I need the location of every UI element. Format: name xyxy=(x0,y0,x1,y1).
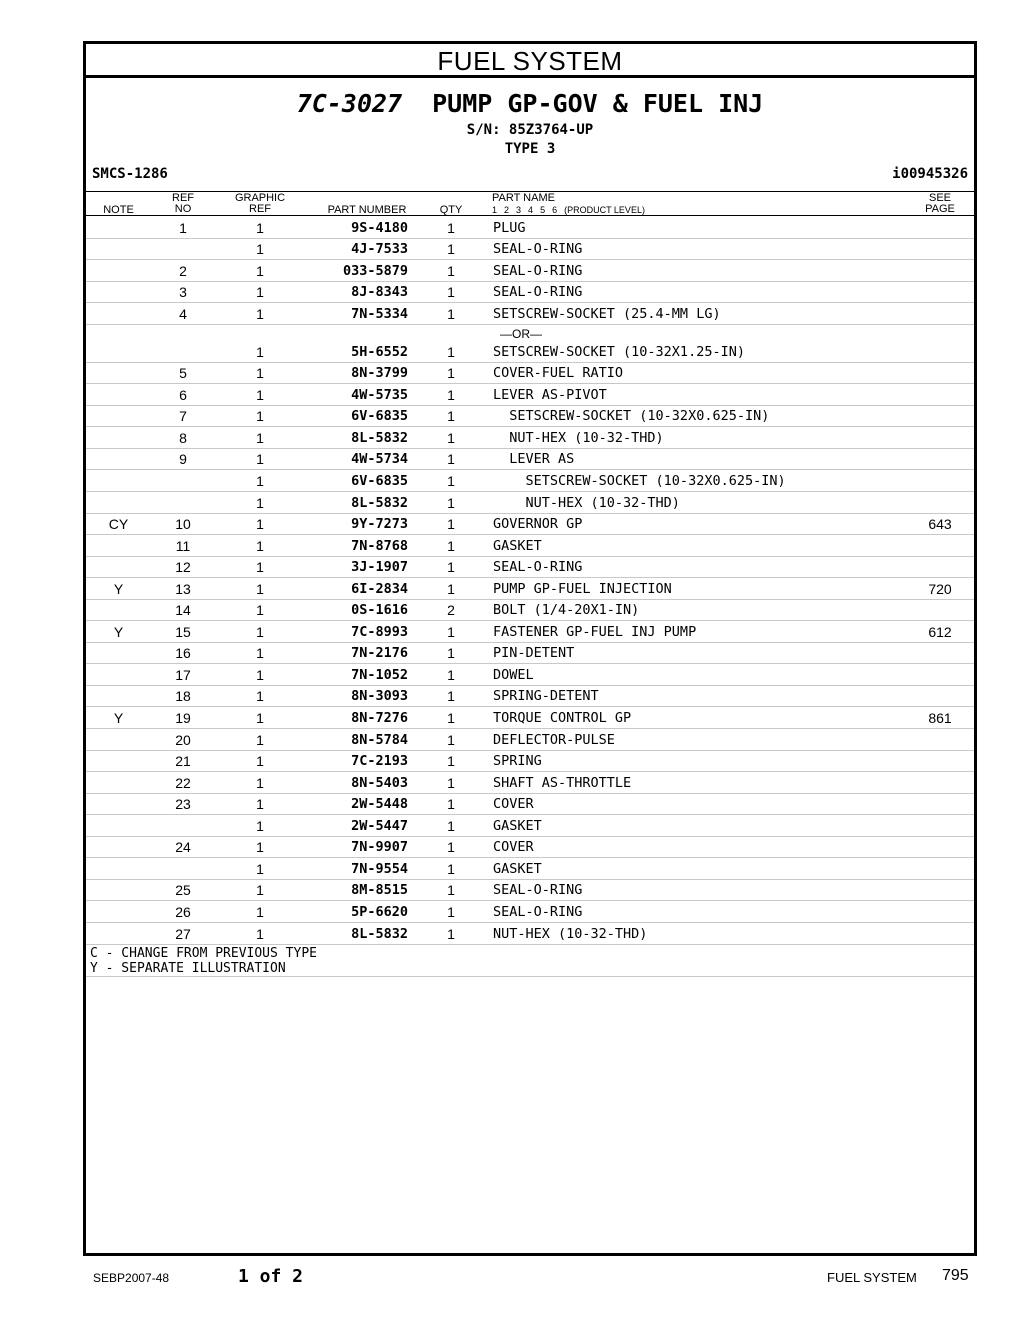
row-qty: 1 xyxy=(447,817,455,834)
footer-section: FUEL SYSTEM xyxy=(827,1270,917,1285)
row-note: Y xyxy=(113,710,124,727)
col-ref-bottom: NO xyxy=(174,203,192,215)
row-graphic-ref: 1 xyxy=(256,925,264,942)
row-qty: 1 xyxy=(447,537,455,554)
row-ref-no: 13 xyxy=(175,580,191,597)
row-qty: 1 xyxy=(447,473,455,490)
row-part-number: 8M-8515 xyxy=(351,882,408,899)
level-6: 6 xyxy=(552,205,558,215)
row-graphic-ref: 1 xyxy=(256,710,264,727)
row-graphic-ref: 1 xyxy=(256,451,264,468)
row-part-name: NUT-HEX (10-32-THD) xyxy=(493,429,664,446)
illustration-id: i00945326 xyxy=(892,166,968,182)
row-graphic-ref: 1 xyxy=(256,559,264,576)
table-row xyxy=(86,858,974,880)
note-separate: Y - SEPARATE ILLUSTRATION xyxy=(90,961,286,976)
col-qty: QTY xyxy=(439,204,463,216)
table-row xyxy=(86,384,974,406)
col-part-number: PART NUMBER xyxy=(327,204,407,216)
row-qty: 1 xyxy=(447,343,455,360)
row-part-name: COVER-FUEL RATIO xyxy=(493,365,624,382)
table-row xyxy=(86,901,974,923)
row-part-number: 8L-5832 xyxy=(351,429,408,446)
table-row xyxy=(86,923,974,945)
row-graphic-ref: 1 xyxy=(256,882,264,899)
table-row xyxy=(86,514,974,536)
table-row xyxy=(86,282,974,304)
row-graphic-ref: 1 xyxy=(256,473,264,490)
level-4: 4 xyxy=(528,205,534,215)
row-part-name: SPRING-DETENT xyxy=(493,688,599,705)
row-part-name: LEVER AS-PIVOT xyxy=(493,386,607,403)
group-part-name: PUMP GP-GOV & FUEL INJ xyxy=(432,89,764,118)
row-part-name: COVER xyxy=(493,796,534,813)
note-change: C - CHANGE FROM PREVIOUS TYPE xyxy=(90,946,317,961)
row-graphic-ref: 1 xyxy=(256,753,264,770)
row-part-number: 4J-7533 xyxy=(351,241,408,258)
row-part-number: 8N-5403 xyxy=(351,774,408,791)
row-part-number: 8L-5832 xyxy=(351,925,408,942)
row-ref-no: 16 xyxy=(175,645,191,662)
serial-number: S/N: 85Z3764-UP xyxy=(466,122,594,138)
row-part-number: 4W-5735 xyxy=(351,386,408,403)
row-qty: 1 xyxy=(447,284,455,301)
row-part-number: 7N-5334 xyxy=(351,305,408,322)
table-row xyxy=(86,643,974,665)
row-note: Y xyxy=(113,580,124,597)
group-header xyxy=(86,81,974,191)
page-frame xyxy=(83,41,977,1256)
parts-table xyxy=(86,217,974,945)
row-part-name: SPRING xyxy=(493,753,542,770)
table-row xyxy=(86,578,974,600)
row-part-name: BOLT (1/4-20X1-IN) xyxy=(493,602,640,619)
row-part-number: 0S-1616 xyxy=(351,602,408,619)
row-ref-no: 11 xyxy=(175,537,191,554)
row-part-number: 9S-4180 xyxy=(351,219,408,236)
row-graphic-ref: 1 xyxy=(256,580,264,597)
row-part-name: FASTENER GP-FUEL INJ PUMP xyxy=(493,623,697,640)
row-part-name: COVER xyxy=(493,839,534,856)
row-part-name: SETSCREW-SOCKET (10-32X1.25-IN) xyxy=(493,343,745,360)
product-levels xyxy=(492,205,652,216)
table-row xyxy=(86,217,974,239)
row-qty: 1 xyxy=(447,860,455,877)
row-part-number: 7C-8993 xyxy=(351,623,408,640)
row-ref-no: 15 xyxy=(175,623,191,640)
table-row xyxy=(86,449,974,471)
row-qty: 1 xyxy=(447,305,455,322)
level-5: 5 xyxy=(540,205,546,215)
row-see-page: 612 xyxy=(928,623,952,640)
row-part-name: PUMP GP-FUEL INJECTION xyxy=(493,580,672,597)
row-part-name: NUT-HEX (10-32-THD) xyxy=(493,925,648,942)
type-label: TYPE 3 xyxy=(504,141,556,157)
row-part-name: SEAL-O-RING xyxy=(493,241,583,258)
row-graphic-ref: 1 xyxy=(256,284,264,301)
row-part-number: 3J-1907 xyxy=(351,559,408,576)
row-ref-no: 14 xyxy=(175,602,191,619)
table-row xyxy=(86,621,974,643)
row-part-number: 6V-6835 xyxy=(351,408,408,425)
row-part-number: 7N-8768 xyxy=(351,537,408,554)
row-graphic-ref: 1 xyxy=(256,903,264,920)
col-see-page xyxy=(916,193,964,215)
row-part-name: SEAL-O-RING xyxy=(493,903,583,920)
row-graphic-ref: 1 xyxy=(256,386,264,403)
row-qty: 1 xyxy=(447,451,455,468)
row-part-name: SHAFT AS-THROTTLE xyxy=(493,774,632,791)
row-graphic-ref: 1 xyxy=(256,688,264,705)
table-row xyxy=(86,729,974,751)
row-ref-no: 21 xyxy=(175,753,191,770)
row-part-name: PIN-DETENT xyxy=(493,645,575,662)
row-ref-no: 9 xyxy=(179,451,187,468)
table-row xyxy=(86,239,974,261)
or-separator: —OR— xyxy=(500,326,542,341)
table-row xyxy=(86,492,974,514)
row-part-number: 7N-9907 xyxy=(351,839,408,856)
table-row xyxy=(86,707,974,729)
col-graphic-ref xyxy=(226,193,294,215)
row-graphic-ref: 1 xyxy=(256,839,264,856)
row-qty: 1 xyxy=(447,774,455,791)
row-part-number: 8N-7276 xyxy=(351,710,408,727)
row-see-page: 720 xyxy=(928,580,952,597)
row-graphic-ref: 1 xyxy=(256,623,264,640)
row-ref-no: 5 xyxy=(179,365,187,382)
table-row xyxy=(86,600,974,622)
row-part-number: 8N-5784 xyxy=(351,731,408,748)
row-qty: 1 xyxy=(447,710,455,727)
row-part-name: SEAL-O-RING xyxy=(493,559,583,576)
table-row xyxy=(86,557,974,579)
row-part-number: 8J-8343 xyxy=(351,284,408,301)
row-graphic-ref: 1 xyxy=(256,666,264,683)
row-part-name: PLUG xyxy=(493,219,526,236)
row-graphic-ref: 1 xyxy=(256,262,264,279)
row-part-name: SETSCREW-SOCKET (10-32X0.625-IN) xyxy=(493,408,770,425)
row-ref-no: 1 xyxy=(179,219,187,236)
row-ref-no: 8 xyxy=(179,429,187,446)
row-qty: 1 xyxy=(447,645,455,662)
footer-page-number: 795 xyxy=(942,1267,969,1284)
row-part-name: SEAL-O-RING xyxy=(493,284,583,301)
level-1: 1 xyxy=(492,205,498,215)
table-row xyxy=(86,325,974,363)
col-note: NOTE xyxy=(103,204,134,216)
row-ref-no: 3 xyxy=(179,284,187,301)
row-part-name: SEAL-O-RING xyxy=(493,882,583,899)
row-ref-no: 25 xyxy=(175,882,191,899)
row-part-number: 2W-5447 xyxy=(351,817,408,834)
row-qty: 1 xyxy=(447,623,455,640)
row-part-name: GOVERNOR GP xyxy=(493,516,583,533)
table-row xyxy=(86,363,974,385)
row-part-name: SEAL-O-RING xyxy=(493,262,583,279)
row-qty: 1 xyxy=(447,731,455,748)
row-part-number: 033-5879 xyxy=(342,262,408,279)
col-see-bottom: PAGE xyxy=(925,203,955,215)
row-ref-no: 18 xyxy=(175,688,191,705)
table-row xyxy=(86,535,974,557)
row-part-number: 7N-2176 xyxy=(351,645,408,662)
row-ref-no: 12 xyxy=(175,559,191,576)
row-part-number: 4W-5734 xyxy=(351,451,408,468)
row-see-page: 861 xyxy=(928,710,952,727)
row-qty: 1 xyxy=(447,903,455,920)
row-graphic-ref: 1 xyxy=(256,494,264,511)
row-ref-no: 2 xyxy=(179,262,187,279)
row-part-number: 7N-1052 xyxy=(351,666,408,683)
table-row xyxy=(86,406,974,428)
row-part-name: NUT-HEX (10-32-THD) xyxy=(493,494,680,511)
row-note: CY xyxy=(108,516,129,533)
table-row xyxy=(86,772,974,794)
row-qty: 1 xyxy=(447,494,455,511)
row-part-name: DOWEL xyxy=(493,666,534,683)
row-part-number: 6V-6835 xyxy=(351,473,408,490)
column-header xyxy=(86,191,974,216)
row-graphic-ref: 1 xyxy=(256,731,264,748)
row-qty: 1 xyxy=(447,925,455,942)
row-graphic-ref: 1 xyxy=(256,408,264,425)
row-qty: 1 xyxy=(447,796,455,813)
row-ref-no: 26 xyxy=(175,903,191,920)
row-ref-no: 4 xyxy=(179,305,187,322)
row-part-name: SETSCREW-SOCKET (25.4-MM LG) xyxy=(493,305,721,322)
row-graphic-ref: 1 xyxy=(256,429,264,446)
row-qty: 1 xyxy=(447,753,455,770)
row-ref-no: 19 xyxy=(175,710,191,727)
row-part-name: SETSCREW-SOCKET (10-32X0.625-IN) xyxy=(493,473,786,490)
table-row xyxy=(86,470,974,492)
table-row xyxy=(86,664,974,686)
row-part-name: TORQUE CONTROL GP xyxy=(493,710,632,727)
row-graphic-ref: 1 xyxy=(256,516,264,533)
row-qty: 1 xyxy=(447,580,455,597)
product-level-label: (PRODUCT LEVEL) xyxy=(564,205,645,215)
footer-doc-id: SEBP2007-48 xyxy=(93,1271,170,1285)
row-part-name: DEFLECTOR-PULSE xyxy=(493,731,615,748)
row-ref-no: 27 xyxy=(175,925,191,942)
row-graphic-ref: 1 xyxy=(256,219,264,236)
row-ref-no: 17 xyxy=(175,666,191,683)
row-qty: 1 xyxy=(447,666,455,683)
row-graphic-ref: 1 xyxy=(256,796,264,813)
row-part-number: 5P-6620 xyxy=(351,903,408,920)
row-part-name: GASKET xyxy=(493,817,542,834)
row-qty: 1 xyxy=(447,688,455,705)
group-title xyxy=(86,89,974,118)
row-qty: 1 xyxy=(447,429,455,446)
table-row xyxy=(86,815,974,837)
row-ref-no: 24 xyxy=(175,839,191,856)
footer-page-of: 1 of 2 xyxy=(238,1266,304,1287)
row-qty: 1 xyxy=(447,516,455,533)
table-row xyxy=(86,686,974,708)
row-qty: 1 xyxy=(447,839,455,856)
row-note: Y xyxy=(113,623,124,640)
row-graphic-ref: 1 xyxy=(256,343,264,360)
row-graphic-ref: 1 xyxy=(256,602,264,619)
row-part-number: 9Y-7273 xyxy=(351,516,408,533)
section-title: FUEL SYSTEM xyxy=(86,44,974,78)
level-2: 2 xyxy=(504,205,510,215)
group-part-number: 7C-3027 xyxy=(296,89,403,118)
row-graphic-ref: 1 xyxy=(256,537,264,554)
table-row xyxy=(86,303,974,325)
row-graphic-ref: 1 xyxy=(256,860,264,877)
col-ref-no xyxy=(166,193,200,215)
row-part-number: 8L-5832 xyxy=(351,494,408,511)
table-row xyxy=(86,880,974,902)
row-ref-no: 22 xyxy=(175,774,191,791)
row-qty: 1 xyxy=(447,408,455,425)
row-qty: 1 xyxy=(447,559,455,576)
table-row xyxy=(86,794,974,816)
table-row xyxy=(86,837,974,859)
row-part-number: 7C-2193 xyxy=(351,753,408,770)
table-row xyxy=(86,260,974,282)
row-graphic-ref: 1 xyxy=(256,645,264,662)
col-graphic-bottom: REF xyxy=(249,203,271,215)
row-qty: 1 xyxy=(447,219,455,236)
row-graphic-ref: 1 xyxy=(256,365,264,382)
row-graphic-ref: 1 xyxy=(256,305,264,322)
row-part-number: 6I-2834 xyxy=(351,580,408,597)
row-ref-no: 23 xyxy=(175,796,191,813)
row-ref-no: 7 xyxy=(179,408,187,425)
row-graphic-ref: 1 xyxy=(256,774,264,791)
col-ref-top: REF xyxy=(172,192,194,204)
row-qty: 1 xyxy=(447,365,455,382)
row-qty: 1 xyxy=(447,262,455,279)
row-see-page: 643 xyxy=(928,516,952,533)
row-graphic-ref: 1 xyxy=(256,241,264,258)
row-ref-no: 10 xyxy=(175,516,191,533)
table-row xyxy=(86,751,974,773)
row-graphic-ref: 1 xyxy=(256,817,264,834)
row-ref-no: 6 xyxy=(179,386,187,403)
row-part-name: LEVER AS xyxy=(493,451,575,468)
row-qty: 1 xyxy=(447,386,455,403)
row-part-number: 2W-5448 xyxy=(351,796,408,813)
legend-notes xyxy=(86,945,974,977)
col-graphic-top: GRAPHIC xyxy=(234,192,286,204)
row-part-number: 7N-9554 xyxy=(351,860,408,877)
row-qty: 1 xyxy=(447,241,455,258)
row-qty: 2 xyxy=(447,602,455,619)
level-3: 3 xyxy=(516,205,522,215)
row-qty: 1 xyxy=(447,882,455,899)
col-see-top: SEE xyxy=(928,192,951,204)
row-part-name: GASKET xyxy=(493,860,542,877)
row-part-name: GASKET xyxy=(493,537,542,554)
smcs-code: SMCS-1286 xyxy=(92,166,168,182)
row-part-number: 8N-3093 xyxy=(351,688,408,705)
row-part-number: 5H-6552 xyxy=(351,343,408,360)
table-row xyxy=(86,427,974,449)
col-part-name: PART NAME xyxy=(492,192,555,204)
row-ref-no: 20 xyxy=(175,731,191,748)
row-part-number: 8N-3799 xyxy=(351,365,408,382)
